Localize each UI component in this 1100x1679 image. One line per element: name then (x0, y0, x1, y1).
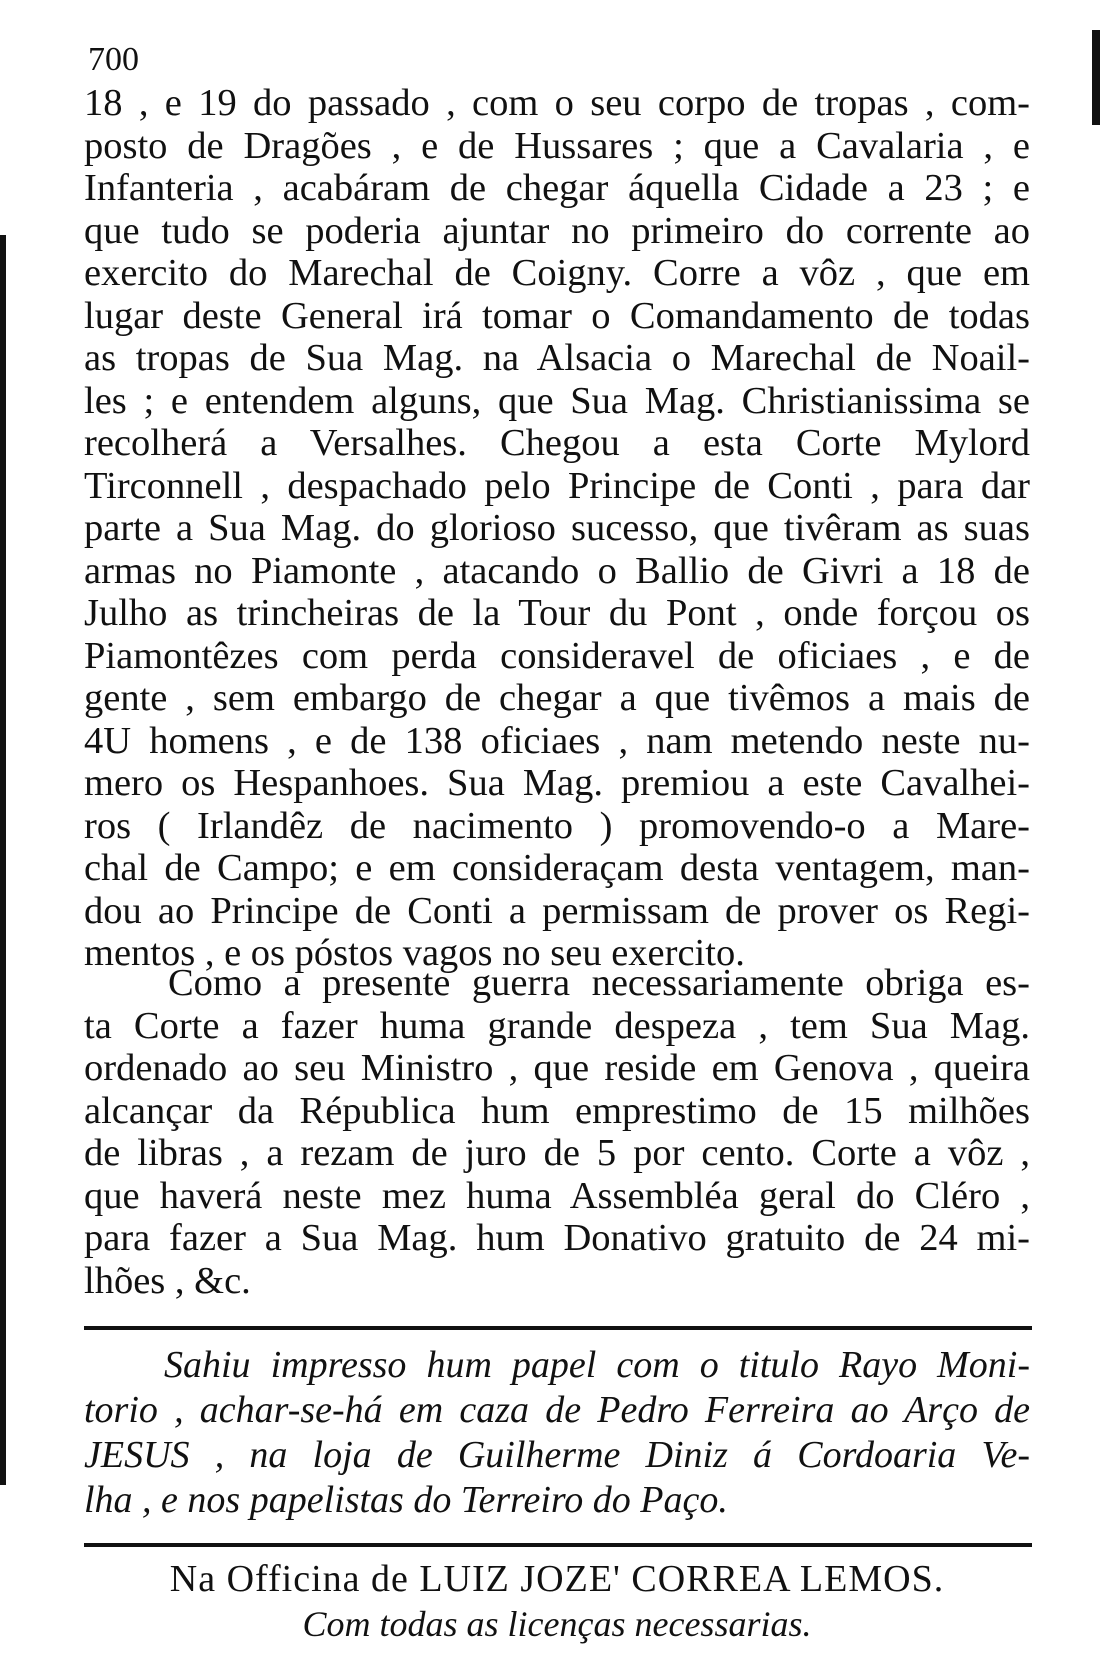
license-statement: Com todas as licenças necessarias. (302, 1604, 812, 1644)
text-line: dou ao Principe de Conti a permissam de prover os Regi- (84, 889, 1030, 932)
text-line: les ; e entendem alguns, que Sua Mag. Christianissima se (84, 379, 1030, 422)
text-line: Infanteria , acabáram de chegar áquella Cidade a 23 ; e (84, 167, 1030, 209)
page-edge-shadow-left (0, 235, 6, 1485)
text-line: ordenado ao seu Ministro , que reside em Genova , queira (84, 1047, 1030, 1089)
paragraph-war-expenses (84, 962, 1030, 1302)
text-line: gente , sem embargo de chegar a que tivêmos a mais de (84, 677, 1030, 719)
notice-line: Sahiu impresso hum papel com o titulo Rayo Moni- (164, 1344, 1030, 1386)
text-line: parte a Sua Mag. do glorioso sucesso, que tivêram as suas (84, 507, 1030, 549)
text-line: lugar deste General irá tomar o Comandamento de todas (84, 294, 1030, 337)
publication-notice (84, 1343, 1030, 1523)
text-line: armas no Piamonte , atacando o Ballio de Givri a 18 de (84, 549, 1030, 592)
text-line: exercito do Marechal de Coigny. Corre a vôz , que em (84, 252, 1030, 294)
text-line: mentos , e os póstos vagos no seu exercito. (84, 932, 745, 974)
text-line: de libras , a rezam de juro de 5 por cento. Corte a vôz , (84, 1132, 1030, 1174)
printer-imprint (84, 1556, 1030, 1646)
text-line: 4U homens , e de 138 oficiaes , nam metendo neste nu- (84, 719, 1030, 762)
notice-line: torio , achar-se-há em caza de Pedro Ferreira ao Arço de (84, 1389, 1030, 1431)
notice-line: lha , e nos papelistas do Terreiro do Paço. (84, 1479, 728, 1521)
text-line: recolherá a Versalhes. Chegou a esta Corte Mylord (84, 422, 1030, 464)
page-number: 700 (88, 41, 139, 78)
text-line: Julho as trincheiras de la Tour du Pont , onde forçou os (84, 592, 1030, 634)
text-line: ta Corte a fazer huma grande despeza , tem Sua Mag. (84, 1004, 1030, 1047)
text-line: ros ( Irlandêz de nacimento ) promovendo-o a Mare- (84, 804, 1030, 847)
text-line: alcançar da Républica hum emprestimo de 15 milhões (84, 1089, 1030, 1132)
notice-line: JESUS , na loja de Guilherme Diniz á Cordoaria Ve- (84, 1434, 1030, 1476)
text-line: para fazer a Sua Mag. hum Donativo gratuito de 24 mi- (84, 1217, 1030, 1259)
text-line: que tudo se poderia ajuntar no primeiro do corrente ao (84, 209, 1030, 252)
text-line: 18 , e 19 do passado , com o seu corpo de tropas , com- (84, 82, 1030, 124)
section-divider (84, 1326, 1032, 1330)
page-edge-shadow-right (1092, 30, 1100, 125)
text-line: Piamontêzes com perda consideravel de oficiaes , e de (84, 634, 1030, 677)
text-line: as tropas de Sua Mag. na Alsacia o Marechal de Noail- (84, 337, 1030, 379)
paragraph-news-report (84, 82, 1030, 975)
text-line: Como a presente guerra necessariamente obriga es- (168, 962, 1030, 1004)
text-line: mero os Hespanhoes. Sua Mag. premiou a este Cavalhei- (84, 762, 1030, 804)
text-line: chal de Campo; e em consideraçam desta ventagem, man- (84, 847, 1030, 889)
text-line: posto de Dragões , e de Hussares ; que a Cavalaria , e (84, 124, 1030, 167)
text-line: Tirconnell , despachado pelo Principe de Conti , para dar (84, 464, 1030, 507)
text-line: lhões , &c. (84, 1259, 251, 1302)
printer-name: Na Officina de LUIZ JOZE' CORREA LEMOS. (169, 1558, 945, 1600)
text-line: que haverá neste mez huma Assembléa geral do Cléro , (84, 1174, 1030, 1217)
imprint-divider (84, 1543, 1032, 1547)
